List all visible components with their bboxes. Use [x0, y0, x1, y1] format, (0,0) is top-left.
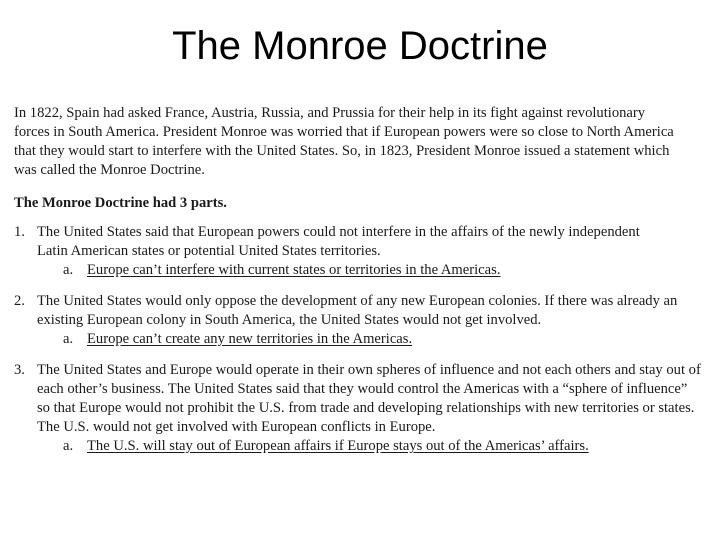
- list-item: [14, 361, 710, 456]
- sub-point-letter: a.: [63, 438, 74, 454]
- scanned-document: [14, 104, 710, 504]
- slide-title: The Monroe Doctrine: [172, 24, 548, 68]
- doctrine-parts-list: [14, 223, 710, 456]
- sub-point-letter: a.: [63, 331, 74, 347]
- item-number: 2.: [14, 293, 25, 309]
- intro-paragraph: In 1822, Spain had asked France, Austria, Russia, and Prussia for their help in its fight against revolutionary forces in South America. President Monroe was worried that if European powers were so close to North America that they would start to interfere with the United States. So, in 1823, President Monroe issued a statement which was called the Monroe Doctrine.: [14, 105, 674, 178]
- item-text: The United States and Europe would operate in their own spheres of influence and not each others and stay out of each other’s business. The United States said that they would control the Americas with a “sphere of influence” so that Europe would not prohibit the U.S. from trade and developing relationships with new territories or states. The U.S. would not get involved with European conflicts in Europe.: [37, 362, 701, 435]
- sub-point: [37, 261, 710, 280]
- sub-point: [37, 330, 710, 349]
- sub-point-text: Europe can’t interfere with current states or territories in the Americas.: [87, 262, 501, 278]
- item-number: 3.: [14, 362, 25, 378]
- sub-point-letter: a.: [63, 262, 74, 278]
- item-text: The United States said that European powers could not interfere in the affairs of the newly independent Latin American states or potential United States territories.: [37, 224, 640, 259]
- list-item: [14, 223, 710, 280]
- section-heading: The Monroe Doctrine had 3 parts.: [14, 195, 227, 211]
- sub-point-text: Europe can’t create any new territories in the Americas.: [87, 331, 413, 347]
- item-text: The United States would only oppose the development of any new European colonies. If there was already an existing European colony in South America, the United States would not get involved.: [37, 293, 678, 328]
- sub-point-text: The U.S. will stay out of European affairs if Europe stays out of the Americas’ affairs.: [87, 438, 589, 454]
- sub-point: [37, 437, 710, 456]
- item-number: 1.: [14, 224, 25, 240]
- list-item: [14, 292, 710, 349]
